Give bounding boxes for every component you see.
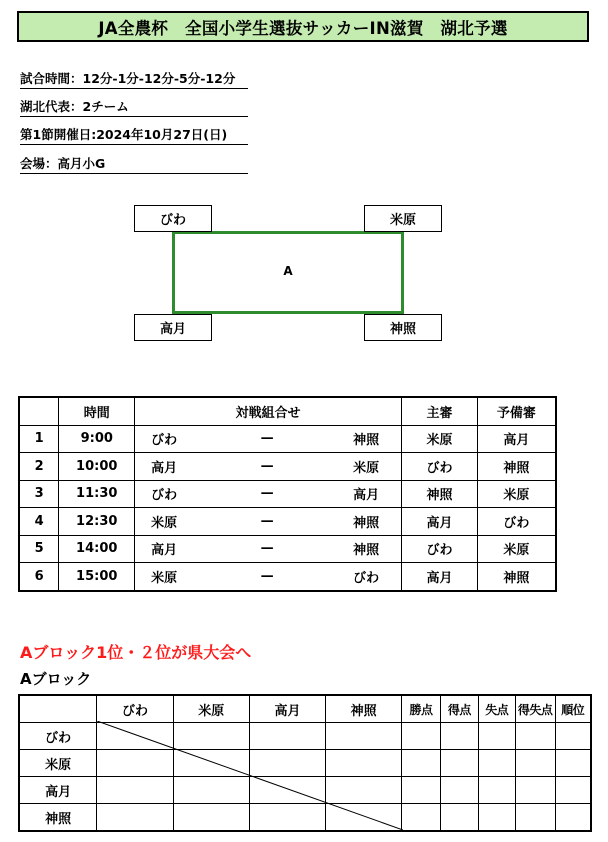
home-team: 米原 bbox=[135, 563, 225, 591]
away-team: 神照 bbox=[310, 508, 402, 536]
standings-cell bbox=[515, 777, 555, 804]
schedule-row bbox=[19, 535, 556, 563]
standings-cell bbox=[440, 804, 478, 832]
reserve-referee: 神照 bbox=[477, 563, 556, 591]
home-team: 高月 bbox=[135, 453, 225, 481]
referee: 高月 bbox=[402, 563, 478, 591]
match-dash: — bbox=[224, 425, 310, 453]
match-dash: — bbox=[224, 480, 310, 508]
venue-info: 会場：高月小G bbox=[20, 155, 248, 174]
match-no: 5 bbox=[19, 535, 59, 563]
referee: 神照 bbox=[402, 480, 478, 508]
standings-cell bbox=[440, 777, 478, 804]
header-no bbox=[19, 397, 59, 425]
standings-cell bbox=[97, 777, 174, 804]
standings-cell bbox=[440, 750, 478, 777]
home-team: 米原 bbox=[135, 508, 225, 536]
reserve-referee: びわ bbox=[477, 508, 556, 536]
match-time: 9:00 bbox=[59, 425, 135, 453]
match-no: 6 bbox=[19, 563, 59, 591]
standings-cell bbox=[515, 750, 555, 777]
standings-cell bbox=[97, 804, 174, 832]
match-time: 10:00 bbox=[59, 453, 135, 481]
standings-cell bbox=[326, 723, 402, 750]
referee: 高月 bbox=[402, 508, 478, 536]
standings-row bbox=[19, 804, 591, 832]
schedule-row bbox=[19, 563, 556, 591]
home-team: びわ bbox=[135, 480, 225, 508]
reserve-referee: 米原 bbox=[477, 480, 556, 508]
standings-col-stat: 順位 bbox=[555, 695, 591, 723]
standings-cell bbox=[555, 777, 591, 804]
standings-cell bbox=[402, 804, 441, 832]
match-no: 2 bbox=[19, 453, 59, 481]
standings-cell bbox=[478, 750, 515, 777]
schedule-row bbox=[19, 480, 556, 508]
standings-cell bbox=[555, 723, 591, 750]
field-diagram bbox=[172, 231, 404, 314]
standings-row bbox=[19, 777, 591, 804]
standings-cell bbox=[555, 804, 591, 832]
representatives-info: 湖北代表：2チーム bbox=[20, 98, 248, 117]
standings-col-team: 米原 bbox=[173, 695, 249, 723]
standings-cell bbox=[402, 777, 441, 804]
match-dash: — bbox=[224, 453, 310, 481]
reserve-referee: 神照 bbox=[477, 453, 556, 481]
standings-cell bbox=[402, 723, 441, 750]
match-no: 1 bbox=[19, 425, 59, 453]
standings-table bbox=[18, 694, 592, 832]
away-team: 神照 bbox=[310, 425, 402, 453]
header-reserve: 予備審 bbox=[477, 397, 556, 425]
schedule-row bbox=[19, 508, 556, 536]
standings-cell bbox=[97, 723, 174, 750]
match-no: 4 bbox=[19, 508, 59, 536]
match-time: 15:00 bbox=[59, 563, 135, 591]
schedule-row bbox=[19, 453, 556, 481]
page-title: JA全農杯 全国小学生選抜サッカーIN滋賀 湖北予選 bbox=[17, 11, 589, 42]
match-time: 14:00 bbox=[59, 535, 135, 563]
standings-row-team: びわ bbox=[19, 723, 97, 750]
schedule-row bbox=[19, 425, 556, 453]
block-label: Aブロック bbox=[20, 670, 92, 688]
standings-cell bbox=[326, 750, 402, 777]
home-team: 高月 bbox=[135, 535, 225, 563]
standings-col-stat: 失点 bbox=[478, 695, 515, 723]
advance-note: Aブロック1位・２位が県大会へ bbox=[20, 643, 252, 662]
standings-cell bbox=[173, 777, 249, 804]
standings-col-team: 高月 bbox=[249, 695, 326, 723]
standings-col-stat: 得点 bbox=[440, 695, 478, 723]
standings-row bbox=[19, 750, 591, 777]
standings-cell bbox=[478, 804, 515, 832]
standings-row-team: 神照 bbox=[19, 804, 97, 832]
standings-row-team: 米原 bbox=[19, 750, 97, 777]
reserve-referee: 高月 bbox=[477, 425, 556, 453]
standings-cell bbox=[555, 750, 591, 777]
schedule-header-row bbox=[19, 397, 556, 425]
away-team: 米原 bbox=[310, 453, 402, 481]
match-dash: — bbox=[224, 563, 310, 591]
standings-cell bbox=[478, 777, 515, 804]
match-time-info: 試合時間：12分-1分-12分-5分-12分 bbox=[20, 70, 248, 89]
match-time: 12:30 bbox=[59, 508, 135, 536]
standings-col-stat: 得失点 bbox=[515, 695, 555, 723]
standings-corner bbox=[19, 695, 97, 723]
standings-header-row bbox=[19, 695, 591, 723]
away-team: 高月 bbox=[310, 480, 402, 508]
standings-cell bbox=[515, 804, 555, 832]
header-time: 時間 bbox=[59, 397, 135, 425]
referee: びわ bbox=[402, 535, 478, 563]
standings-cell bbox=[173, 750, 249, 777]
referee: びわ bbox=[402, 453, 478, 481]
match-no: 3 bbox=[19, 480, 59, 508]
reserve-referee: 米原 bbox=[477, 535, 556, 563]
standings-cell bbox=[515, 723, 555, 750]
field-team-bottom-left: 高月 bbox=[134, 314, 212, 341]
schedule-table bbox=[18, 396, 557, 592]
standings-row-team: 高月 bbox=[19, 777, 97, 804]
field-team-bottom-right: 神照 bbox=[364, 314, 442, 341]
standings-col-team: びわ bbox=[97, 695, 174, 723]
standings-cell bbox=[402, 750, 441, 777]
referee: 米原 bbox=[402, 425, 478, 453]
match-time: 11:30 bbox=[59, 480, 135, 508]
away-team: 神照 bbox=[310, 535, 402, 563]
standings-cell bbox=[249, 723, 326, 750]
away-team: びわ bbox=[310, 563, 402, 591]
header-referee: 主審 bbox=[402, 397, 478, 425]
standings-cell bbox=[440, 723, 478, 750]
standings-cell bbox=[326, 777, 402, 804]
date-info: 第1節開催日:2024年10月27日(日) bbox=[20, 126, 248, 145]
field-team-top-left: びわ bbox=[134, 205, 212, 232]
standings-col-team: 神照 bbox=[326, 695, 402, 723]
standings-cell bbox=[97, 750, 174, 777]
standings-cell bbox=[173, 723, 249, 750]
home-team: びわ bbox=[135, 425, 225, 453]
header-matchup: 対戦組合せ bbox=[135, 397, 402, 425]
field-team-top-right: 米原 bbox=[364, 205, 442, 232]
match-dash: — bbox=[224, 508, 310, 536]
standings-cell bbox=[173, 804, 249, 832]
standings-cell bbox=[478, 723, 515, 750]
field-label: A bbox=[283, 264, 293, 278]
match-dash: — bbox=[224, 535, 310, 563]
standings-cell bbox=[326, 804, 402, 832]
standings-cell bbox=[249, 750, 326, 777]
standings-col-stat: 勝点 bbox=[402, 695, 441, 723]
standings-cell bbox=[249, 804, 326, 832]
standings-row bbox=[19, 723, 591, 750]
standings-cell bbox=[249, 777, 326, 804]
